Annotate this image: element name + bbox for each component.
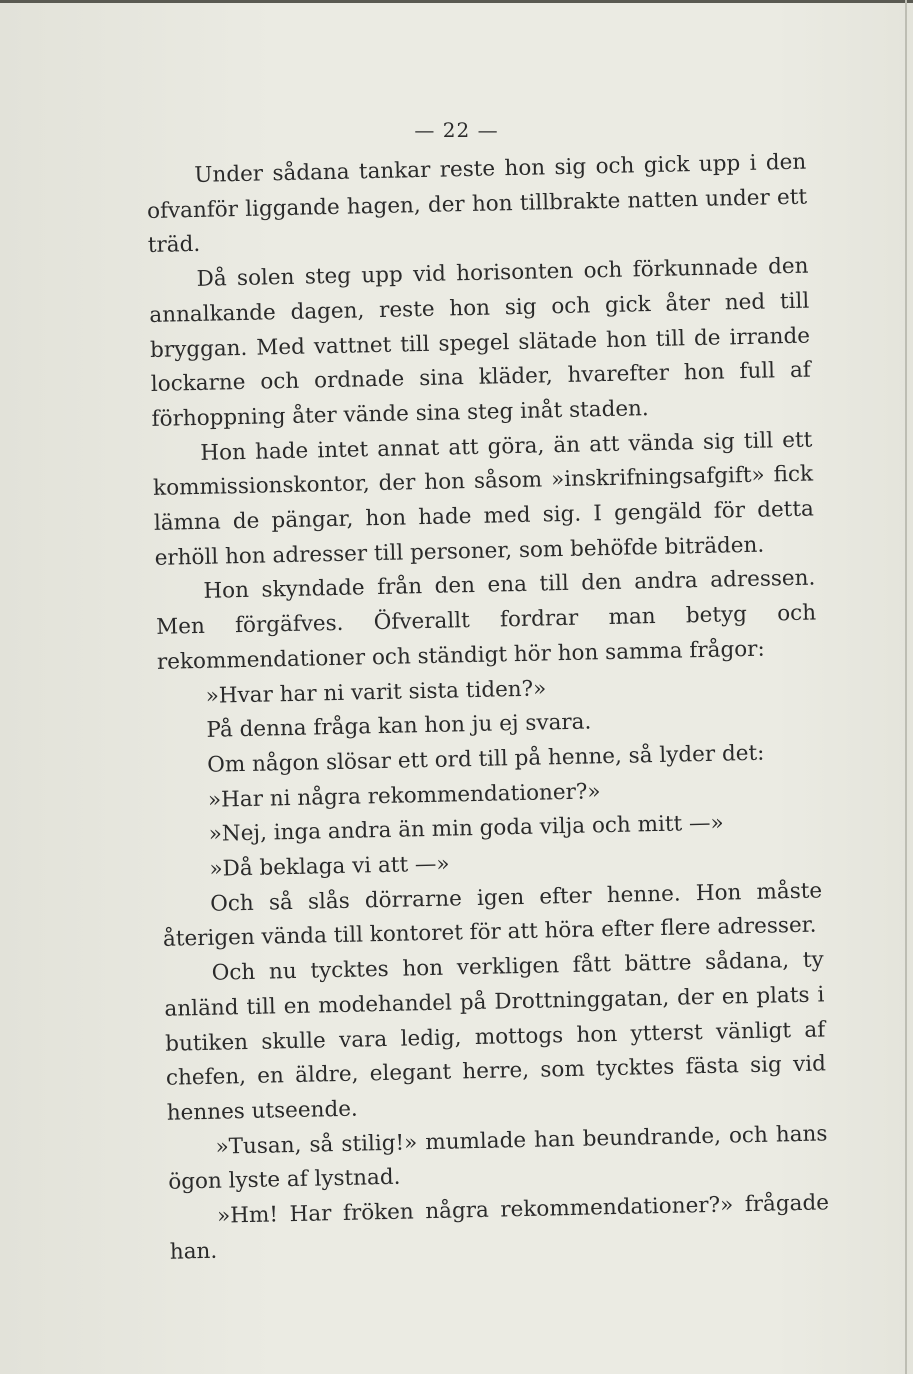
dialogue-line: »Hm! Har fröken några rekommendationer?» frågade han. [169,1190,830,1265]
paragraph: Då solen steg upp vid horisonten och förkunnade den annalkande dagen, reste hon sig och gick åter ned till bryggan. Med vattnet till spegel slätade hon till de irrande lockarne och ordnade sina kläder, hvarefter hon full af förhoppning åter vände sina steg inåt staden. [149,253,812,432]
paragraph: Och nu tycktes hon verkligen fått bättre sådana, ty anländ till en modehandel på Drottninggatan, der en plats i butiken skulle vara ledig, mottogs hon ytterst vänligt af chefen, en äldre, elegant herre, som tycktes fästa sig vid hennes utseende. [164,947,827,1126]
dialogue-line: »Tusan, så stilig!» mumlade han beundrande, och hans ögon lyste af lystnad. [168,1121,828,1196]
dialogue-line: »Hvar har ni varit sista tiden?» [205,675,547,709]
dialogue-line: »Har ni några rekommendationer?» [207,778,601,813]
page-number: — 22 — [414,118,499,142]
page-top-edge [0,0,913,3]
dialogue-line: »Då beklaga vi att —» [209,851,450,882]
paragraph: Om någon slösar ett ord till på henne, så lyder det: [206,740,765,778]
paragraph: På denna fråga kan hon ju ej svara. [206,709,592,744]
paragraph: Och så slås dörrarne igen efter henne. Hon måste återigen vända till kontoret för att höra efter flere adresser. [162,878,823,953]
paragraph: Hon hade intet annat att göra, än att vända sig till ett kommissionskontor, der hon såsom »inskrifningsafgift» fick lämna de pängar, hon hade med sig. I gengäld för detta erhöll hon adresser till personer, som behöfde biträden. [152,427,815,571]
page-right-edge [905,0,907,1374]
dialogue-line: »Nej, inga andra än min goda vilja och mitt —» [208,810,724,848]
paragraph: Under sådana tankar reste hon sig och gick upp i den ofvanför liggande hagen, der hon tillbrakte natten under ett träd. [146,149,808,259]
body-text [146,146,830,1271]
paragraph: Hon skyndade från den ena till den andra adressen. Men förgäfves. Öfverallt fordrar man betyg och rekommendationer och ständigt hör hon samma frågor: [155,565,817,675]
